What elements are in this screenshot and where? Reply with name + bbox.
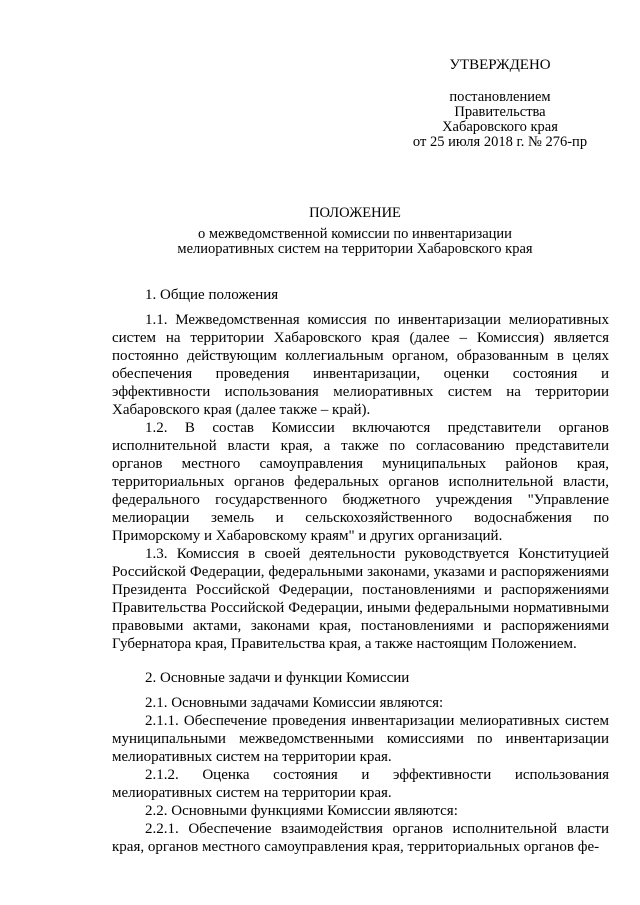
paragraph: 2.1.1. Обеспечение проведения инвентаризации мелиоративных систем муниципальными межведомственными комиссиями по инвентаризации мелиоративных систем на территории края. <box>112 713 609 765</box>
approval-line: Хабаровского края <box>442 119 558 135</box>
paragraph: 2.2. Основными функциями Комиссии являются: <box>145 803 458 819</box>
approval-stamp <box>380 58 620 150</box>
approval-line: постановлением <box>449 89 551 105</box>
approval-line: Правительства <box>454 104 546 120</box>
paragraph: 2.1.2. Оценка состояния и эффективности использования мелиоративных систем на территории края. <box>112 767 609 801</box>
section-heading: 2. Основные задачи и функции Комиссии <box>145 670 410 686</box>
paragraph: 2.1. Основными задачами Комиссии являются: <box>145 695 444 711</box>
approval-title: УТВЕРЖДЕНО <box>449 57 551 73</box>
document-subtitle: о межведомственной комиссии по инвентаризации <box>198 226 512 242</box>
document-subtitle: мелиоративных систем на территории Хабаровского края <box>177 241 533 257</box>
document-body <box>112 286 609 856</box>
paragraph: 2.2.1. Обеспечение взаимодействия органов исполнительной власти края, органов местного самоуправления края, территориальных органов фе- <box>112 821 609 855</box>
document-title: ПОЛОЖЕНИЕ <box>309 205 401 221</box>
paragraph: 1.1. Межведомственная комиссия по инвентаризации мелиоративных систем на территории Хабаровского края (далее – Комиссия) является постоянно действующим коллегиальным органом, образованным в целях обеспечения проведения инвентаризации, оценки состояния и эффективности использования мелиоративных систем на территории Хабаровского края (далее также – край). <box>112 312 609 418</box>
approval-date: от 25 июля 2018 г. № 276-пр <box>412 134 588 150</box>
document-header <box>0 206 640 257</box>
paragraph: 1.3. Комиссия в своей деятельности руководствуется Конституцией Российской Федерации, федеральными законами, указами и распоряжениями Президента Российской Федерации, постановлениями и распоряжениями Правительства Российской Федерации, иными федеральными нормативными правовыми актами, законами края, постановлениями и распоряжениями Губернатора края, Правительства края, а также настоящим Положением. <box>112 546 609 652</box>
section-heading: 1. Общие положения <box>145 287 279 303</box>
paragraph: 1.2. В состав Комиссии включаются представители органов исполнительной власти края, а также по согласованию представители органов местного самоуправления муниципальных районов края, территориальных органов федеральных органов исполнительной власти, федерального государственного бюджетного учреждения "Управление мелиорации земель и сельскохозяйственного водоснабжения по Приморскому и Хабаровскому краям" и других организаций. <box>112 420 609 544</box>
